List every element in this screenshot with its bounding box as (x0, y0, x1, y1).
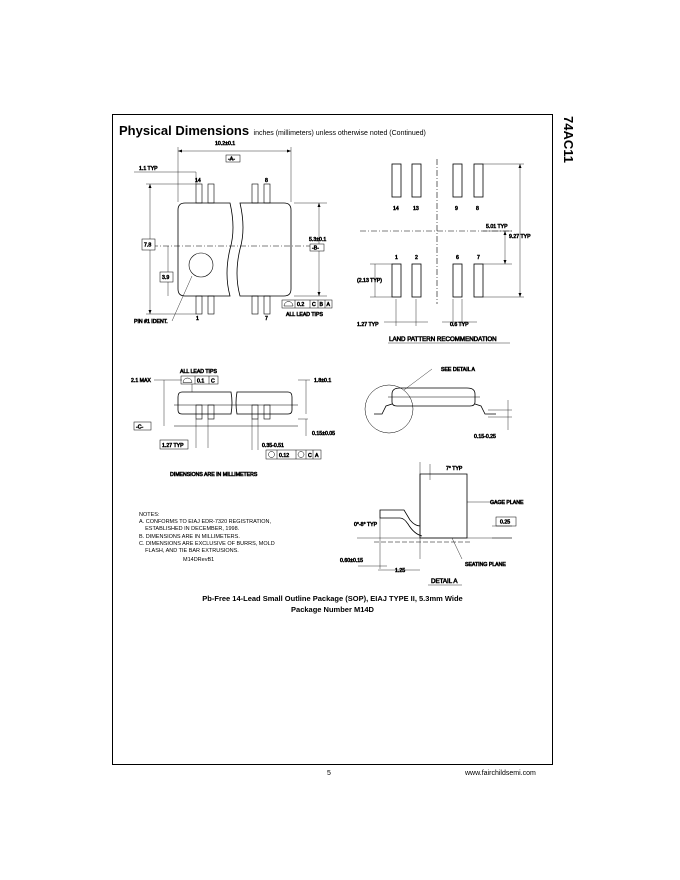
pin-8-label: 8 (265, 178, 268, 184)
side-max-height: 2.1 MAX (131, 378, 151, 384)
land-pin-2: 2 (415, 255, 418, 261)
notes-block (139, 512, 275, 564)
land-pin-13: 13 (413, 206, 419, 212)
side-pitch: 1.27 TYP (162, 443, 184, 449)
lead-width-label: 1.1 TYP (139, 166, 158, 172)
land-pattern (360, 159, 524, 343)
section-title: Physical Dimensions (119, 123, 250, 138)
units-note: DIMENSIONS ARE IN MILLIMETERS (170, 472, 258, 478)
land-dim-5-01: 5.01 TYP (486, 224, 508, 230)
note-c-cont: FLASH, AND TIE BAR EXTRUSIONS. (139, 548, 239, 555)
land-dim-1-27: 1.27 TYP (357, 322, 379, 328)
land-dim-0-6: 0.6 TYP (450, 322, 469, 328)
land-dim-9-27: 9.27 TYP (509, 234, 531, 240)
side-tol-datum: C (211, 378, 215, 385)
note-c: C. DIMENSIONS ARE EXCLUSIVE OF BURRS, MOLD (139, 540, 275, 547)
pin1-ident-label: PIN #1 IDENT. (134, 319, 168, 325)
end-view (365, 369, 512, 433)
tol-datum-c: C (312, 302, 316, 308)
caption-line-1: Pb-Free 14-Lead Small Outline Package (SOP), EIAJ TYPE II, 5.3mm Wide (202, 594, 463, 603)
land-pin-8: 8 (476, 206, 479, 212)
dim-body-label: 5.3±0.1 (309, 237, 327, 243)
all-lead-tips-label: ALL LEAD TIPS (286, 312, 323, 318)
land-pin-1: 1 (395, 255, 398, 261)
gage-plane-label: GAGE PLANE (490, 500, 524, 506)
land-pin-9: 9 (455, 206, 458, 212)
detail-dim-0-25: 0.25 (500, 519, 511, 526)
notes-heading: NOTES: (139, 512, 160, 518)
side-all-lead-tips: ALL LEAD TIPS (180, 369, 217, 375)
top-view (134, 147, 332, 321)
seating-plane-label: SEATING PLANE (465, 562, 506, 568)
dim-height-label: 7.8 (144, 242, 152, 249)
side-tol2-datum-c: C (308, 453, 312, 459)
part-number-label: 74AC11 (561, 116, 576, 163)
land-pin-14: 14 (393, 206, 399, 212)
side-dim-1-8: 1.8±0.1 (314, 378, 332, 384)
side-dim-0-15: 0.15±0.05 (312, 431, 336, 437)
page-number: 5 (327, 770, 331, 777)
land-pin-6: 6 (456, 255, 459, 261)
side-tol2-datum-a: A (315, 453, 319, 459)
detail-dim-0-60: 0.60±0.15 (340, 558, 364, 564)
detail-angle-0-8: 0°-8° TYP (354, 522, 378, 528)
side-lead-width: 0.35-0.51 (262, 443, 284, 449)
detail-angle-7: 7° TYP (446, 466, 463, 472)
end-dim-0-15-0-25: 0.15-0.25 (474, 434, 496, 440)
section-subtitle: inches (millimeters) unless otherwise noted (Continued) (253, 130, 426, 137)
tol-datum-a: A (326, 302, 330, 308)
datum-a-label: -A- (228, 156, 235, 163)
side-tol-value: 0.1 (197, 378, 205, 385)
dim-width-label: 10.2±0.1 (215, 141, 236, 147)
caption-line-2: Package Number M14D (291, 605, 374, 614)
revision-label: M14DRevB1 (183, 557, 215, 564)
note-b: B. DIMENSIONS ARE IN MILLIMETERS. (139, 533, 240, 540)
footer-url[interactable]: www.fairchildsemi.com (465, 770, 536, 777)
mechanical-drawing (112, 114, 553, 765)
note-a: A. CONFORMS TO EIAJ EDR-7320 REGISTRATION, (139, 519, 272, 526)
pin-7-label: 7 (265, 316, 268, 322)
pin-1-label: 1 (196, 316, 199, 322)
land-dim-2-13: (2.13 TYP) (357, 278, 382, 284)
tol-value: 0.2 (297, 302, 305, 308)
land-pattern-title: LAND PATTERN RECOMMENDATION (389, 336, 497, 343)
tol-datum-b: B (319, 302, 323, 308)
dim-3-9-label: 3.9 (162, 275, 170, 281)
detail-a-title: DETAIL A (431, 578, 458, 585)
detail-dim-1-25: 1.25 (395, 568, 406, 574)
datum-b-label: -B- (312, 245, 319, 252)
side-tol2-value: 0.12 (279, 453, 290, 459)
note-a-cont: ESTABLISHED IN DECEMBER, 1998. (139, 526, 240, 533)
side-datum-c: -C- (136, 424, 144, 431)
land-pin-7: 7 (477, 255, 480, 261)
pin-14-label: 14 (195, 178, 201, 184)
see-detail-label: SEE DETAIL A (441, 367, 476, 373)
